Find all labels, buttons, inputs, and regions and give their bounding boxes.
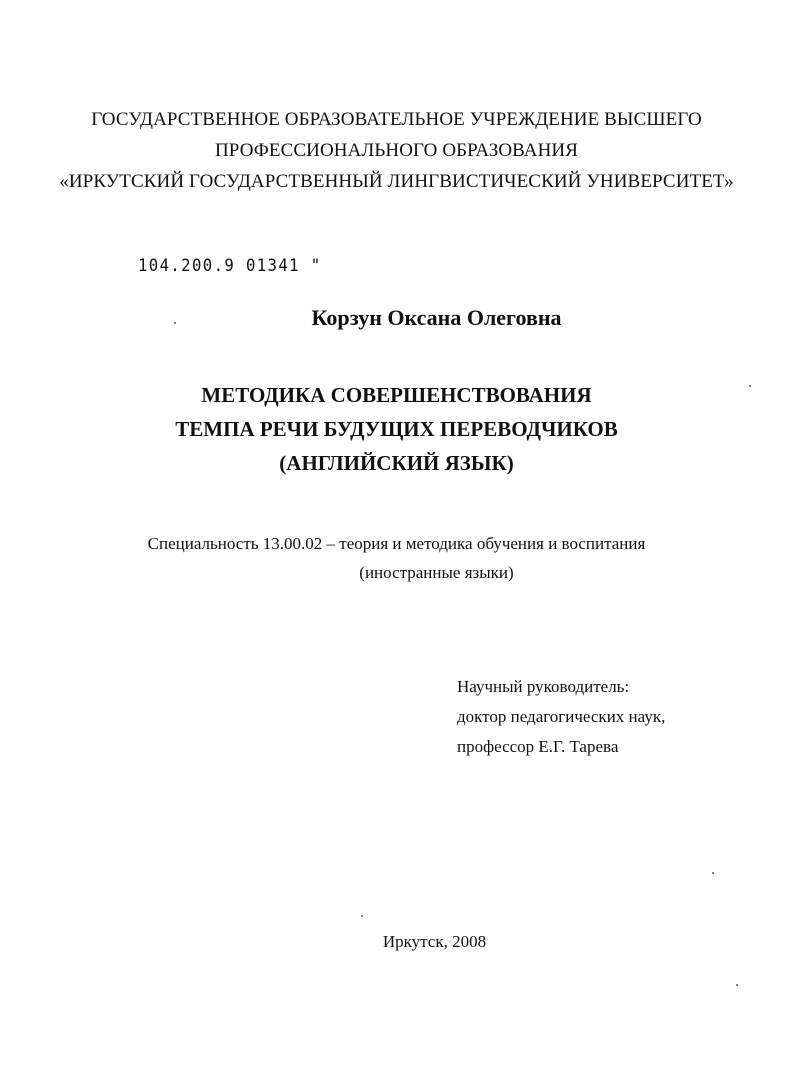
scan-speck: [712, 872, 714, 874]
supervisor-block: [457, 672, 665, 762]
scan-speck: [361, 915, 363, 917]
specialty-block: [0, 529, 793, 587]
scan-speck: [174, 322, 176, 324]
title-line-1: МЕТОДИКА СОВЕРШЕНСТВОВАНИЯ: [201, 383, 592, 407]
author-name: Корзун Оксана Олеговна: [311, 305, 562, 330]
supervisor-line-1: Научный руководитель:: [457, 677, 630, 696]
institution-line-3: «ИРКУТСКИЙ ГОСУДАРСТВЕННЫЙ ЛИНГВИСТИЧЕСКИЙ УНИВЕРСИТЕТ»: [59, 171, 734, 192]
scan-speck: [736, 984, 738, 986]
dissertation-title: [0, 378, 793, 480]
institution-line-2: ПРОФЕССИОНАЛЬНОГО ОБРАЗОВАНИЯ: [214, 140, 578, 161]
scan-speck: [749, 385, 751, 387]
supervisor-line-2: доктор педагогических наук,: [457, 707, 666, 726]
title-line-3: (АНГЛИЙСКИЙ ЯЗЫК): [279, 451, 514, 475]
supervisor-line-3: профессор Е.Г. Тарева: [457, 737, 619, 756]
specialty-line-1: Специальность 13.00.02 – теория и методика обучения и воспитания: [147, 534, 646, 553]
institution-header: [0, 104, 793, 197]
title-line-2: ТЕМПА РЕЧИ БУДУЩИХ ПЕРЕВОДЧИКОВ: [175, 417, 618, 441]
city-year: Иркутск, 2008: [382, 932, 487, 951]
specialty-line-2: (иностранные языки): [359, 563, 514, 582]
institution-line-1: ГОСУДАРСТВЕННОЕ ОБРАЗОВАТЕЛЬНОЕ УЧРЕЖДЕНИЕ ВЫСШЕГО: [91, 109, 702, 130]
registration-code: 104.200.9 01341 ": [138, 256, 322, 276]
